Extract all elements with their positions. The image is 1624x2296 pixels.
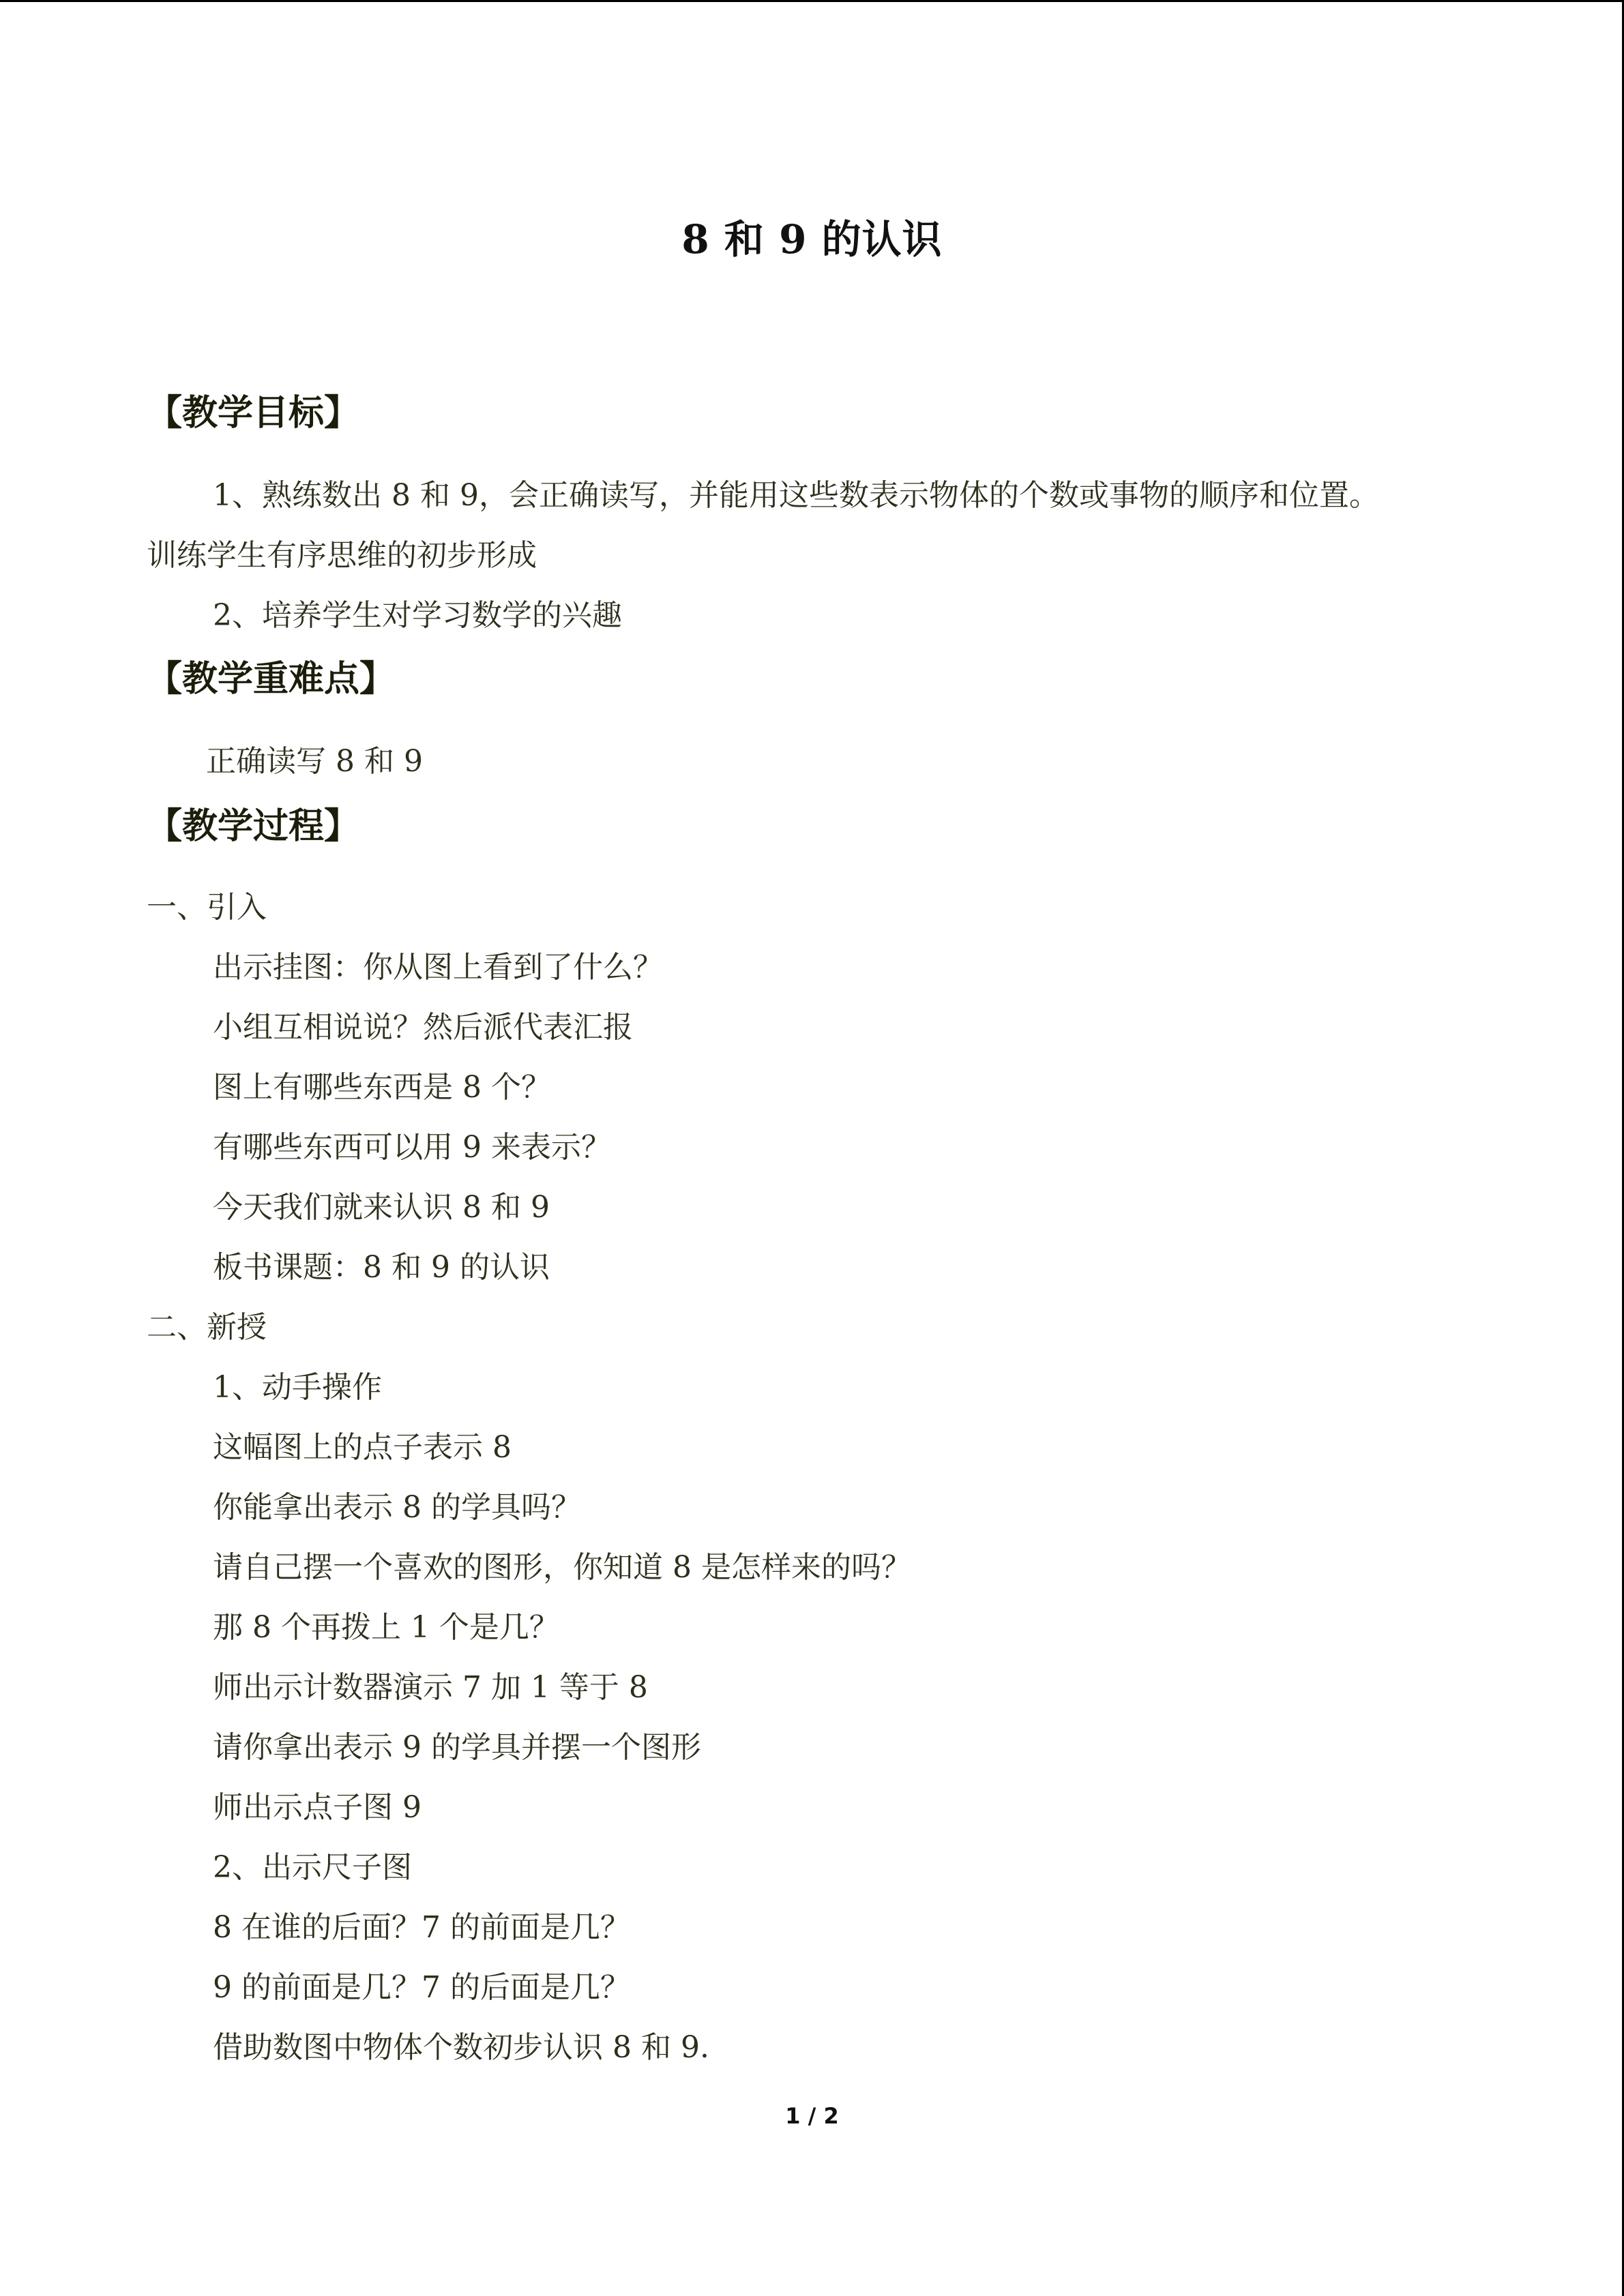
list-item: 你能拿出表示 8 的学具吗？ xyxy=(213,1490,581,1525)
list-item: 图上有哪些东西是 8 个？ xyxy=(213,1070,551,1105)
list-item: 今天我们就来认识 8 和 9 xyxy=(213,1190,550,1225)
list-item: 板书课题：8 和 9 的认识 xyxy=(213,1250,550,1285)
page-top-border xyxy=(0,0,1624,2)
list-item: 那 8 个再拨上 1 个是几？ xyxy=(213,1610,559,1645)
objective-item-2: 2、培养学生对学习数学的兴趣 xyxy=(213,598,622,633)
key-points-text: 正确读写 8 和 9 xyxy=(206,744,423,779)
document-title: 8 和 9 的认识 xyxy=(681,216,943,263)
list-item: 师出示点子图 9 xyxy=(213,1790,422,1825)
section-heading-process: 【教学过程】 xyxy=(147,805,360,847)
objective-item-1-line-2: 训练学生有序思维的初步形成 xyxy=(147,538,537,573)
list-item: 8 在谁的后面？7 的前面是几？ xyxy=(213,1910,630,1945)
objective-item-1-line-1: 1、熟练数出 8 和 9，会正确读写，并能用这些数表示物体的个数或事物的顺序和位置。 xyxy=(213,478,1379,513)
list-item: 出示挂图：你从图上看到了什么？ xyxy=(213,950,663,985)
list-item: 2、出示尺子图 xyxy=(213,1850,412,1885)
list-item: 借助数图中物体个数初步认识 8 和 9. xyxy=(213,2030,709,2065)
list-item: 有哪些东西可以用 9 来表示？ xyxy=(213,1130,611,1165)
process-part-1-list xyxy=(213,947,663,1307)
list-item: 1、动手操作 xyxy=(213,1370,382,1405)
list-item: 这幅图上的点子表示 8 xyxy=(213,1430,512,1465)
section-heading-objectives: 【教学目标】 xyxy=(147,392,360,434)
process-part-2-label: 二、新授 xyxy=(147,1310,267,1345)
process-part-1-label: 一、引入 xyxy=(147,890,267,925)
list-item: 小组互相说说？然后派代表汇报 xyxy=(213,1010,633,1045)
page-number: 1 / 2 xyxy=(785,2103,839,2129)
list-item: 师出示计数器演示 7 加 1 等于 8 xyxy=(213,1670,648,1705)
list-item: 请你拿出表示 9 的学具并摆一个图形 xyxy=(213,1730,701,1765)
list-item: 9 的前面是几？7 的后面是几？ xyxy=(213,1970,630,2005)
section-heading-key-points: 【教学重难点】 xyxy=(147,658,396,700)
list-item: 请自己摆一个喜欢的图形，你知道 8 是怎样来的吗？ xyxy=(213,1550,911,1585)
process-part-2-list xyxy=(213,1367,911,2087)
